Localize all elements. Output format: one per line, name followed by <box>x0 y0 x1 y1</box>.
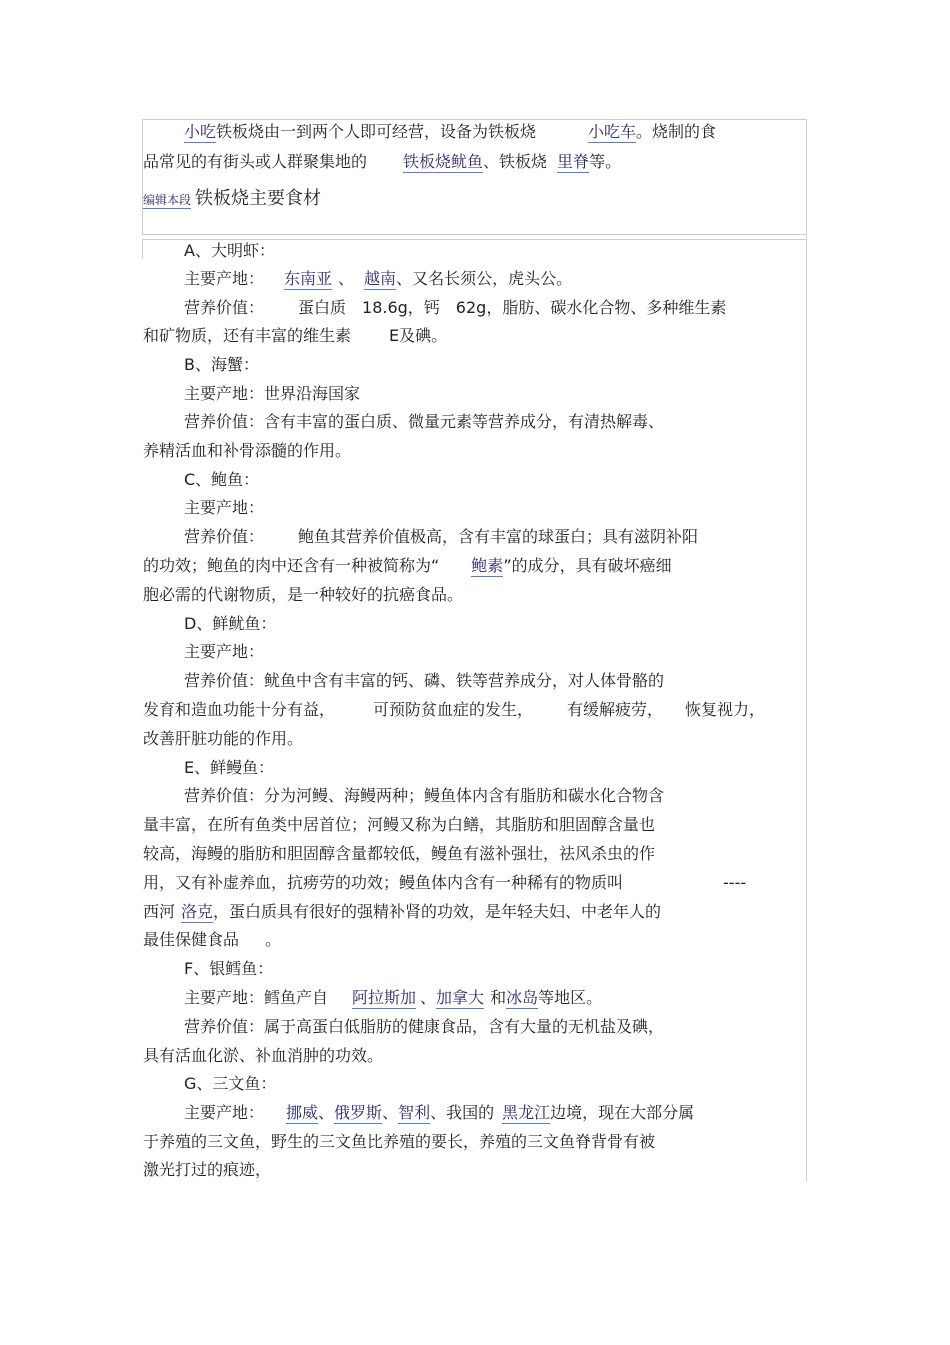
frame-right-rule <box>806 119 807 1181</box>
label: 营养价值： <box>184 298 265 317</box>
text: 恢复视力， <box>685 700 766 719</box>
item-d-value-2 <box>143 699 765 721</box>
link-vietnam[interactable]: 越南 <box>364 269 397 288</box>
item-f-origin <box>184 987 602 1009</box>
item-e-value: 营养价值：分为河鳗、海鳗两种；鳗鱼体内含有脂肪和碳水化合物含 <box>184 786 665 805</box>
item-d-title: D、鲜鱿鱼： <box>184 614 277 633</box>
item-f-title: F、银鳕鱼： <box>184 959 274 978</box>
section-divider-top <box>142 234 807 235</box>
item-g-line-2: 于养殖的三文鱼，野生的三文鱼比养殖的要长，养殖的三文鱼脊背骨有被 <box>143 1132 656 1151</box>
item-d-origin: 主要产地： <box>184 642 265 661</box>
intro-text: 。烧制的食 <box>636 122 717 141</box>
link-norway[interactable]: 挪威 <box>286 1103 319 1122</box>
link-xiaochi[interactable]: 小吃 <box>184 122 217 141</box>
item-c-title: C、鲍鱼： <box>184 470 260 489</box>
text: 鲍鱼其营养价值极高，含有丰富的球蛋白；具有滋阴补阳 <box>298 527 699 546</box>
item-e-value-2: 量丰富，在所有鱼类中居首位；河鳗又称为白鳝，其脂肪和胆固醇含量也 <box>143 815 656 834</box>
text: 和 <box>490 988 507 1007</box>
item-b-title: B、海蟹： <box>184 355 259 374</box>
item-f-value: 营养价值：属于高蛋白低脂肪的健康食品，含有大量的无机盐及碘， <box>184 1017 665 1036</box>
separator: 、 <box>382 1103 399 1122</box>
separator: 、 <box>420 988 437 1007</box>
link-xiaochiche[interactable]: 小吃车 <box>588 122 637 141</box>
link-southeast-asia[interactable]: 东南亚 <box>284 269 333 288</box>
section-header <box>143 188 321 211</box>
text: 可预防贫血症的发生， <box>373 700 534 719</box>
edit-section-link[interactable]: 编辑本段 <box>143 193 192 207</box>
text: 的功效；鲍鱼的肉中还含有一种被简称为“ <box>143 556 440 575</box>
text: 最佳保健食品 <box>143 930 240 949</box>
intro-text: 铁板烧由一到两个人即可经营，设备为铁板烧 <box>216 122 537 141</box>
item-c-value-2 <box>143 555 672 577</box>
intro-text: 品常见的有街头或人群聚集地的 <box>143 152 368 171</box>
item-c-origin: 主要产地： <box>184 498 265 517</box>
item-e-value-3: 较高，海鳗的脂肪和胆固醇含量都较低，鳗鱼有滋补强壮，祛风杀虫的作 <box>143 844 656 863</box>
text: 、又名长须公，虎头公。 <box>396 269 573 288</box>
link-luoke[interactable]: 洛克 <box>181 902 214 921</box>
text: 西河 <box>143 902 176 921</box>
item-e-value-4 <box>143 872 746 894</box>
text: ”的成分，具有破坏癌细 <box>503 556 672 575</box>
item-d-value-3: 改善肝脏功能的作用。 <box>143 729 304 748</box>
separator: 、 <box>318 1103 335 1122</box>
item-a-title: A、大明虾： <box>184 241 275 260</box>
item-a-value-2 <box>143 325 447 347</box>
intro-text: 、铁板烧 <box>483 152 548 171</box>
frame-left-lower-rule <box>142 239 143 259</box>
item-e-value-5 <box>143 901 661 923</box>
text: 。 <box>265 930 282 949</box>
item-e-title: E、鲜鳗鱼： <box>184 758 275 777</box>
item-g-title: G、三文鱼： <box>184 1074 277 1093</box>
text: 主要产地：鳕鱼产自 <box>184 988 329 1007</box>
item-b-origin: 主要产地：世界沿海国家 <box>184 384 361 403</box>
link-abalone-element[interactable]: 鲍素 <box>471 556 504 575</box>
item-b-value: 营养价值：含有丰富的蛋白质、微量元素等营养成分，有清热解毒、 <box>184 412 665 431</box>
item-c-value <box>184 526 698 548</box>
item-b-value-2: 养精活血和补骨添髓的作用。 <box>143 441 352 460</box>
intro-line-1 <box>184 121 716 143</box>
text: 等地区。 <box>538 988 603 1007</box>
item-a-value <box>184 297 726 319</box>
label: 主要产地： <box>184 1103 265 1122</box>
link-iceland[interactable]: 冰岛 <box>506 988 539 1007</box>
label: 营养价值： <box>184 527 265 546</box>
text: 发育和造血功能十分有益， <box>143 700 336 719</box>
text: E及碘。 <box>389 326 448 345</box>
link-tenderloin[interactable]: 里脊 <box>557 152 590 171</box>
link-russia[interactable]: 俄罗斯 <box>334 1103 383 1122</box>
link-chile[interactable]: 智利 <box>398 1103 431 1122</box>
item-d-value: 营养价值：鱿鱼中含有丰富的钙、磷、铁等营养成分，对人体骨骼的 <box>184 671 665 690</box>
text: ，蛋白质具有很好的强精补肾的功效，是年轻夫妇、中老年人的 <box>213 902 662 921</box>
item-e-value-6 <box>143 929 281 951</box>
link-squid[interactable]: 铁板烧鱿鱼 <box>403 152 484 171</box>
item-g-line-3: 激光打过的痕迹， <box>143 1160 272 1179</box>
separator: 、 <box>338 269 355 288</box>
item-g-origin <box>184 1102 694 1124</box>
text: 蛋白质 18.6g，钙 62g，脂肪、碳水化合物、多种维生素 <box>298 298 727 317</box>
frame-left-rule <box>142 119 143 235</box>
item-f-value-2: 具有活血化淤、补血消肿的功效。 <box>143 1046 384 1065</box>
dash-text: ---- <box>723 873 747 892</box>
item-c-value-3: 胞必需的代谢物质，是一种较好的抗癌食品。 <box>143 585 464 604</box>
frame-top-rule <box>142 119 807 120</box>
text: 用，又有补虚养血，抗痨劳的功效；鳗鱼体内含有一种稀有的物质叫 <box>143 873 624 892</box>
intro-text: 等。 <box>589 152 622 171</box>
text: 、我国的 <box>430 1103 495 1122</box>
text: 和矿物质，还有丰富的维生素 <box>143 326 352 345</box>
label: 主要产地： <box>184 269 265 288</box>
link-heilongjiang[interactable]: 黑龙江 <box>502 1103 551 1122</box>
text: 有缓解疲劳， <box>567 700 664 719</box>
section-title: 铁板烧主要食材 <box>195 188 322 209</box>
link-alaska[interactable]: 阿拉斯加 <box>352 988 417 1007</box>
item-a-origin <box>184 268 572 290</box>
link-canada[interactable]: 加拿大 <box>436 988 485 1007</box>
text: 边境，现在大部分属 <box>550 1103 695 1122</box>
intro-line-2 <box>143 151 621 173</box>
